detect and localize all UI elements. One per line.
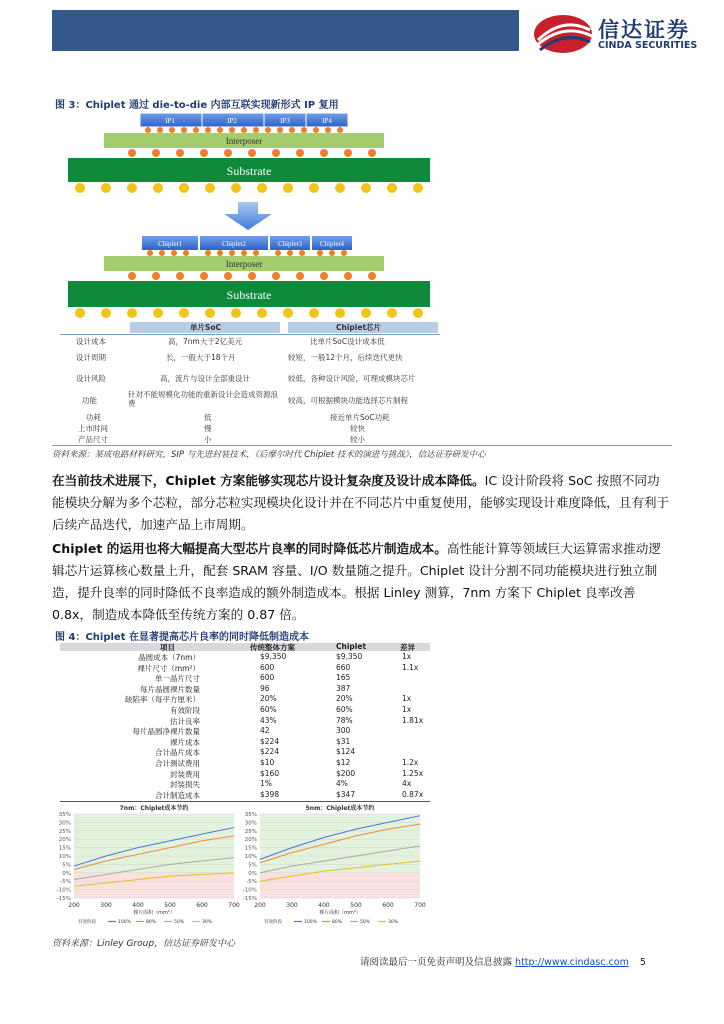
cost-table-row-label: 缺陷率（每平方厘米） [125,695,200,705]
chart-title: 7nm：Chiplet成本节约 [119,805,189,812]
ip1-label: IP1 [165,117,175,125]
y-tick-label: 0% [62,870,71,877]
x-tick-label: 600 [382,902,394,909]
x-tick-label: 400 [318,902,330,909]
y-tick-label: -15% [56,896,71,902]
header-bar [52,10,519,51]
y-tick-label: -5% [246,879,257,886]
cost-table-row-label: 裸片尺寸（mm²） [137,663,200,673]
cost-table-row-label: 封装损失 [170,780,200,790]
legend-label: 50% [360,920,371,925]
cost-table-row-traditional: $398 [260,789,280,799]
cost-table-row-diff: 1.25x [402,768,424,778]
chiplet4-label: Chiplet4 [319,240,345,248]
cost-table-row-traditional: 96 [260,683,270,693]
cost-table-row-chiplet: 78% [336,715,353,725]
interposer-bottom-label: Interposer [225,259,263,269]
y-tick-label: 35% [58,812,71,818]
cost-table-row-traditional: 43% [260,715,277,725]
x-tick-label: 700 [228,902,240,909]
legend-label: 30% [202,920,213,925]
cost-table-row-traditional: $224 [260,747,280,757]
y-tick-label: 20% [58,837,71,844]
micro-bumps-bottom [147,250,347,256]
cost-table-row-label: 合计制造成本 [155,790,200,800]
chart-7nm [52,802,252,930]
paragraph-1 [52,470,672,536]
y-tick-label: 25% [244,828,257,835]
cost-table-row-label: 每片晶圆净裸片数量 [132,727,200,737]
y-tick-label: 0% [248,870,257,877]
y-tick-label: 20% [244,837,257,844]
legend-label: 30% [388,920,399,925]
x-tick-label: 700 [414,902,426,909]
x-axis-label: 裸片面积（mm²） [319,910,361,916]
y-tick-label: 15% [244,845,257,852]
cost-table-row-chiplet: 300 [336,726,351,736]
x-tick-label: 300 [286,902,298,909]
positive-zone [74,814,234,873]
cost-table-row-chiplet: $347 [336,789,356,799]
bga-balls-bottom [75,308,423,318]
row-soc: 小 [204,435,212,444]
legend-label: 80% [332,920,343,925]
paragraph-2-body: 高性能计算等领域巨大运算需求推动逻辑芯片运算核心数量上升，配套 SRAM 容量、I/O 数量随之提升。Chiplet 设计分割不同功能模块进行独立制造，提升良率的同时降低不良率造成的额外制造成本。根据 Linley 测算，7nm 方案下 Chiplet 良率改善 0.8x，制造成本降低至传统方案的 0.87 倍。 [52,541,661,622]
cost-table-row-chiplet: 4% [336,779,348,789]
cost-table-row-chiplet: $200 [336,768,356,778]
paragraph-1-lead: 在当前技术进展下，Chiplet 方案能够实现芯片设计复杂度及设计成本降低。 [52,473,485,488]
x-tick-label: 200 [254,902,266,909]
bga-balls-top [75,183,423,193]
x-tick-label: 200 [68,902,80,909]
c4-bumps-bottom [128,272,376,280]
ip3-label: IP3 [280,117,290,125]
x-axis-label: 裸片面积（mm²） [133,910,175,916]
row-chiplet: 较快 [350,424,365,433]
legend-title: 有效阶段 [78,920,96,925]
legend-label: 100% [304,920,317,925]
cost-table-row-diff: 0.87x [402,789,424,799]
y-tick-label: -5% [60,879,71,886]
cinda-logo-icon [530,12,596,56]
interposer-top-label: Interposer [225,136,263,146]
y-tick-label: 10% [244,854,257,860]
paragraph-2 [52,538,672,626]
logo-text-en: CINDA SECURITIES [598,40,698,51]
substrate-top-label: Substrate [226,164,272,178]
row-soc: 慢 [204,424,212,433]
cost-table-row-label: 单一晶片尺寸 [155,674,200,684]
cost-table-row-diff: 1x [402,652,412,661]
cost-table-header: Chiplet [336,642,367,651]
row-soc: 针对不能规模化功能的重新设计会造成资源浪费 [128,390,278,408]
row-chiplet: 较小 [350,435,365,444]
page-number: 5 [639,957,646,968]
cost-table-row-chiplet: 165 [336,673,351,683]
row-chiplet: 接近单片SoC功耗 [330,413,390,422]
y-tick-label: 15% [58,845,71,852]
cost-table-row-traditional: 20% [260,694,277,704]
cost-table-row-label: 裸片成本 [170,737,200,747]
chart-5nm [228,802,438,930]
row-label: 功能 [82,396,97,405]
y-tick-label: -10% [56,887,71,894]
y-tick-label: -15% [242,896,257,902]
cost-table-row-traditional: 42 [260,726,270,736]
y-tick-label: 35% [244,812,257,818]
row-label: 产品尺寸 [78,435,108,444]
cost-table-row-chiplet: 20% [336,694,353,704]
y-tick-label: 5% [248,862,257,869]
cost-table-row-chiplet: $9,350 [336,652,363,661]
cost-table-row-label: 估计良率 [170,716,200,726]
table-header-soc: 单片SoC [190,323,222,332]
figure4-title: 图 4：Chiplet 在显著提高芯片良率的同时降低制造成本 [55,632,309,643]
cost-table-header: 差异 [400,643,415,652]
ip4-label: IP4 [322,117,332,125]
paragraph-2-lead: Chiplet 的运用也将大幅提高大型芯片良率的同时降低芯片制造成本。 [52,541,447,556]
legend-title: 有效阶段 [264,920,282,925]
cost-table-row-traditional: 60% [260,705,277,714]
row-soc: 高，7nm大于2亿美元 [168,337,243,346]
y-tick-label: 10% [58,854,71,860]
footer [360,954,646,968]
row-chiplet: 较低，各种设计风险，可理成模块芯片 [288,374,416,383]
cost-table-row-chiplet: 387 [336,683,351,693]
row-label: 设计风险 [76,374,106,383]
cost-table-row-traditional: $10 [260,758,275,767]
micro-bumps-top [145,127,343,133]
row-soc: 高，流片与设计全部重设计 [160,374,250,383]
row-soc: 长，一般大于18个月 [166,353,236,362]
footer-disclaimer: 请阅读最后一页免责声明及信息披露 [360,957,513,968]
cost-table-row-traditional: 600 [260,662,275,672]
soc-chiplet-table [60,322,440,444]
x-tick-label: 500 [350,902,362,909]
cost-table-row-label: 合计晶片成本 [155,748,200,758]
y-tick-label: 5% [62,862,71,869]
x-tick-label: 600 [196,902,208,909]
row-label: 功耗 [86,413,101,422]
cost-table-row-chiplet: $124 [336,747,356,757]
cost-table [60,643,430,803]
figure4-source: 资料来源：Linley Group，信达证券研发中心 [52,939,236,949]
cost-table-row-traditional: $160 [260,768,280,778]
cost-table-row-label: 每片晶圆裸片数量 [140,684,200,694]
cost-table-row-label: 封装费用 [170,769,200,779]
row-label: 上市时间 [78,424,108,433]
x-tick-label: 400 [132,902,144,909]
cost-table-row-diff: 1x [402,705,412,714]
row-soc: 低 [204,413,212,422]
cost-table-row-chiplet: 660 [336,662,351,672]
ip-bar [140,113,348,127]
down-arrow-icon [224,202,272,230]
row-label: 设计成本 [76,337,106,346]
cost-table-row-traditional: $224 [260,736,280,746]
c4-bumps-top [128,149,376,157]
cost-table-row-traditional: 600 [260,673,275,683]
chiplet1-label: Chiplet1 [157,240,183,248]
cost-table-header: 项目 [160,643,175,652]
legend-label: 100% [118,920,131,925]
negative-zone [74,873,234,898]
chart-title: 5nm：Chiplet成本节约 [305,805,375,812]
legend-label: 50% [174,920,185,925]
x-tick-label: 500 [164,902,176,909]
cost-table-row-diff: 1.1x [402,662,419,672]
cost-table-row-traditional: $9,350 [260,652,287,661]
negative-zone [260,873,420,898]
figure3-title: 图 3：Chiplet 通过 die-to-die 内部互联实现新形式 IP 复用 [55,100,339,111]
cost-table-row-chiplet: 60% [336,705,353,714]
row-chiplet: 比单片SoC设计成本低 [310,337,385,346]
row-label: 设计周期 [76,353,106,362]
cost-table-row-chiplet: $31 [336,736,351,746]
figure3-source: 资料来源：某成电路材料研究，SIP 与先进封装技术，《后摩尔时代 Chiplet 技术的演进与挑战》，信达证券研发中心 [52,450,486,460]
chiplet2-label: Chiplet2 [221,240,247,248]
cost-table-row-diff: 1.2x [402,758,419,767]
cost-table-row-chiplet: $12 [336,758,351,767]
table-header-chiplet: Chiplet芯片 [336,323,382,332]
cost-table-header: 传统整体方案 [250,643,295,652]
row-chiplet: 较高，可根据模块功能选择芯片制程 [288,396,408,405]
chiplet3-label: Chiplet3 [277,240,303,248]
chiplet-diagram [60,110,440,322]
ip2-label: IP2 [227,117,237,125]
cost-table-row-diff: 4x [402,779,412,789]
legend-label: 80% [146,920,157,925]
paragraph-1-body: IC 设计阶段将 SoC 按照不同功能模块分解为多个芯粒，部分芯粒实现模块化设计并在不同芯片中重复使用，能够实现设计难度降低，且有利于后续产品迭代，加速产品上市周期。 [52,473,670,532]
cost-table-row-label: 合计测试费用 [155,759,200,768]
footer-link[interactable]: http://www.cindasc.com [515,957,629,968]
x-tick-label: 300 [100,902,112,909]
cost-table-row-label: 有效阶段 [170,706,200,715]
cost-table-row-diff: 1x [402,694,412,704]
y-tick-label: 30% [244,820,257,827]
substrate-bottom-label: Substrate [226,288,272,302]
y-tick-label: -10% [242,887,257,894]
row-chiplet: 较短，一般12个月，后续迭代更快 [288,353,403,362]
chiplet-bar [142,236,352,250]
y-tick-label: 25% [58,828,71,835]
y-tick-label: 30% [58,820,71,827]
logo-text-cn: 信达证券 [598,18,690,42]
cost-table-row-traditional: 1% [260,779,272,789]
cost-table-row-diff: 1.81x [402,715,424,725]
cost-table-row-label: 晶圆成本（7nm） [138,653,200,662]
